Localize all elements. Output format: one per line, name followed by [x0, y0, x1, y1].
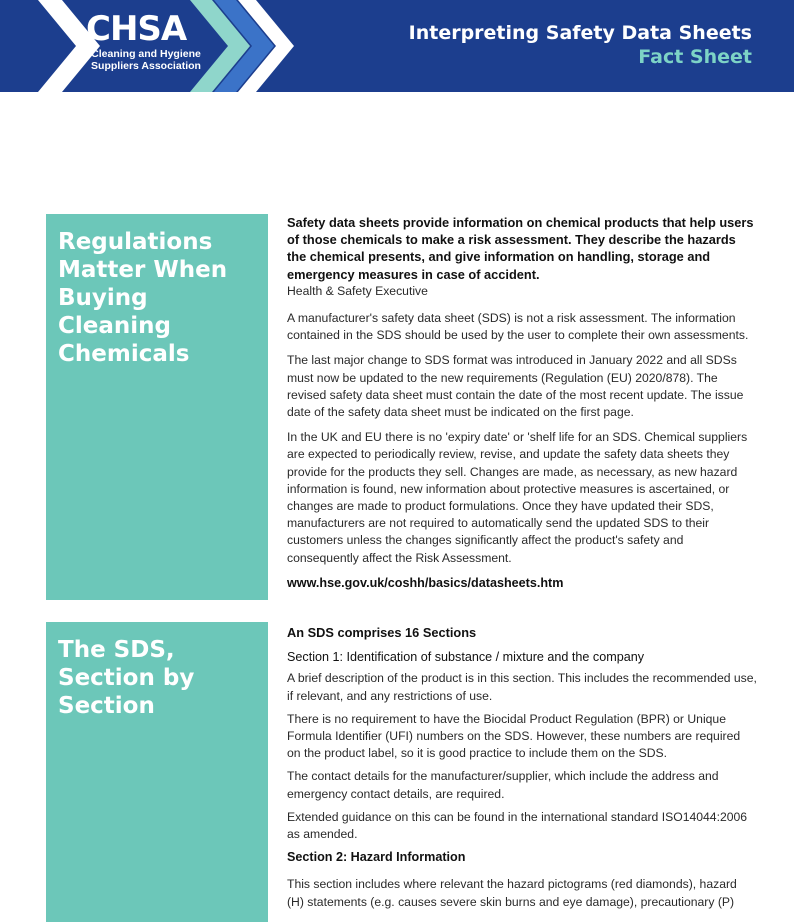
hse-link[interactable]: www.hse.gov.uk/coshh/basics/datasheets.htm — [287, 575, 564, 590]
paragraph: A manufacturer's safety data sheet (SDS) is not a risk assessment. The information contained in the SDS should be used by the user to complete their own assessments. — [287, 311, 749, 343]
chsa-logo — [86, 10, 206, 72]
paragraph: There is no requirement to have the Biocidal Product Regulation (BPR) or Unique Formula Identifier (UFI) numbers on the SDS. However, these numbers are required on the product label, so it is good practice to include them on the SDS. — [287, 711, 741, 761]
paragraph: A brief description of the product is in this section. This includes the recommended use, if relevant, and any restrictions of use. — [287, 671, 757, 703]
logo-text: CHSA — [86, 9, 187, 49]
paragraph: In the UK and EU there is no 'expiry date' or 'shelf life for an SDS. Chemical suppliers are expected to periodically review, revise, and update the safety data sheets they provide for the products they sell. Changes are made, as necessary, as new hazard information is found, new information about protective measures is ascertained, or changes are made to product formulations. Once they have updated their SDS, manufacturers are not required to automatically send the updated SDS to their customers unless the changes significantly affect the product's safety and consequently affect the Risk Assessment. — [287, 430, 748, 565]
logo-subtitle: Cleaning and Hygiene Suppliers Association — [91, 48, 201, 72]
section-content-sds — [287, 624, 757, 917]
section-2-title: Section 2: Hazard Information — [287, 850, 466, 865]
section-1-title: Section 1: Identification of substance / mixture and the company — [287, 650, 645, 665]
section-sidebar-sds — [46, 622, 268, 922]
page-header — [0, 0, 794, 92]
document-title: Interpreting Safety Data Sheets — [408, 22, 752, 44]
section-content-regulations — [287, 214, 757, 600]
section-title-regulations: Regulations Matter When Buying Cleaning Chemicals — [58, 229, 228, 367]
paragraph: The last major change to SDS format was introduced in January 2022 and all SDSs must now be updated to the new requirements (Regulation (EU) 2020/878). The revised safety data sheet must contain the date of the most recent update. The issue date of the safety data sheet must be indicated on the first page. — [287, 353, 744, 420]
paragraph: This section includes where relevant the hazard pictograms (red diamonds), hazard (H) statements (e.g. causes severe skin burns and eye damage), precautionary (P) — [287, 877, 737, 909]
paragraph: The contact details for the manufacturer/supplier, which include the address and emergency contact details, are required. — [287, 769, 719, 801]
paragraph: Extended guidance on this can be found in the international standard ISO14044:2006 as amended. — [287, 809, 748, 842]
section-title-sds: The SDS, Section by Section — [58, 637, 195, 719]
lead-quote: Safety data sheets provide information on chemical products that help users of those chemicals to make a risk assessment. They describe the hazards the chemical presents, and give information on handling, storage and emergency measures in case of accident. — [287, 215, 754, 282]
sds-sections-heading: An SDS comprises 16 Sections — [287, 625, 477, 640]
quote-source: Health & Safety Executive — [287, 283, 428, 298]
document-subtitle: Fact Sheet — [638, 46, 752, 68]
section-sidebar-regulations — [46, 214, 268, 600]
